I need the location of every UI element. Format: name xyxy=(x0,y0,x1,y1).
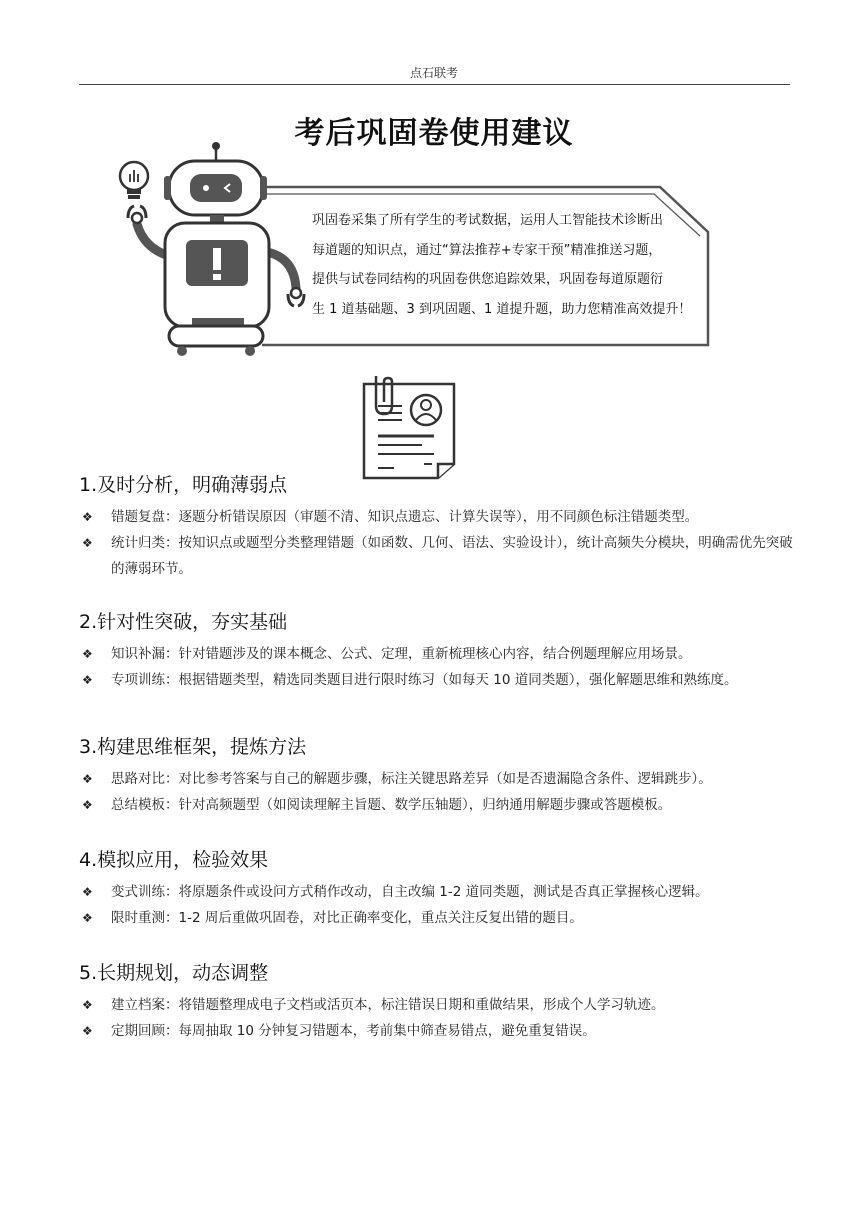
intro-line: 巩固卷采集了所有学生的考试数据，运用人工智能技术诊断出 xyxy=(312,213,664,228)
bullet-icon: ❖ xyxy=(82,885,93,899)
list-item xyxy=(79,667,799,693)
section-heading: 5.长期规划，动态调整 xyxy=(79,962,269,984)
item-text: 限时重测：1-2 周后重做巩固卷，对比正确率变化，重点关注反复出错的题目。 xyxy=(111,910,583,926)
item-text: 建立档案：将错题整理成电子文档或活页本，标注错误日期和重做结果，形成个人学习轨迹。 xyxy=(111,997,665,1013)
list-item xyxy=(79,992,799,1018)
bullet-icon: ❖ xyxy=(82,536,93,550)
resume-document-icon xyxy=(358,372,460,484)
intro-line: 提供与试卷同结构的巩固卷供您追踪效果，巩固卷每道原题衍 xyxy=(312,272,664,287)
item-text: 知识补漏：针对错题涉及的课本概念、公式、定理，重新梳理核心内容，结合例题理解应用场景。 xyxy=(111,646,692,662)
list-item xyxy=(79,641,799,667)
intro-line: 每道题的知识点，通过“算法推荐+专家干预”精准推送习题， xyxy=(312,242,662,258)
bullet-icon: ❖ xyxy=(82,798,93,812)
item-text: 总结模板：针对高频题型（如阅读理解主旨题、数学压轴题），归纳通用解题步骤或答题模板。 xyxy=(111,797,672,813)
list-item xyxy=(79,1018,799,1044)
bullet-icon: ❖ xyxy=(82,772,93,786)
section-heading: 3.构建思维框架，提炼方法 xyxy=(79,736,307,758)
page-header: 点石联考 xyxy=(409,66,458,80)
bullet-icon: ❖ xyxy=(82,510,93,524)
header-rule xyxy=(79,84,790,85)
intro-line: 生 1 道基础题、3 到巩固题、1 道提升题，助力您精准高效提升！ xyxy=(312,301,692,317)
item-text: 变式训练：将原题条件或设问方式稍作改动，自主改编 1-2 道同类题，测试是否真正掌握核心逻辑。 xyxy=(111,884,709,900)
list-item xyxy=(79,504,799,530)
section-5 xyxy=(79,958,799,1044)
bullet-icon: ❖ xyxy=(82,998,93,1012)
list-item xyxy=(79,879,799,905)
section-4 xyxy=(79,845,799,931)
section-2 xyxy=(79,607,799,693)
section-3 xyxy=(79,732,799,818)
robot-icon xyxy=(128,142,304,356)
list-item xyxy=(79,530,799,582)
item-text: 专项训练：根据错题类型，精选同类题目进行限时练习（如每天 10 道同类题），强化解题思维和熟练度。 xyxy=(111,672,738,688)
section-1 xyxy=(79,470,799,582)
list-item xyxy=(79,792,799,818)
bullet-icon: ❖ xyxy=(82,911,93,925)
bullet-icon: ❖ xyxy=(82,647,93,661)
item-text: 思路对比：对比参考答案与自己的解题步骤，标注关键思路差异（如是否遗漏隐含条件、逻辑跳步）。 xyxy=(111,771,712,787)
section-heading: 4.模拟应用，检验效果 xyxy=(79,849,269,871)
lightbulb-icon xyxy=(120,162,148,199)
section-heading: 1.及时分析，明确薄弱点 xyxy=(79,474,288,496)
bullet-icon: ❖ xyxy=(82,673,93,687)
section-heading: 2.针对性突破，夯实基础 xyxy=(79,611,288,633)
page-title: 考后巩固卷使用建议 xyxy=(294,116,574,151)
item-text: 错题复盘：逐题分析错误原因（审题不清、知识点遗忘、计算失误等），用不同颜色标注错题类型。 xyxy=(111,509,699,525)
intro-text xyxy=(312,206,692,324)
item-text: 统计归类：按知识点或题型分类整理错题（如函数、几何、语法、实验设计），统计高频失分模块，明确需优先突破的薄弱环节。 xyxy=(111,535,793,577)
bullet-icon: ❖ xyxy=(82,1024,93,1038)
item-text: 定期回顾：每周抽取 10 分钟复习错题本，考前集中筛查易错点，避免重复错误。 xyxy=(111,1023,596,1039)
list-item xyxy=(79,766,799,792)
list-item xyxy=(79,905,799,931)
